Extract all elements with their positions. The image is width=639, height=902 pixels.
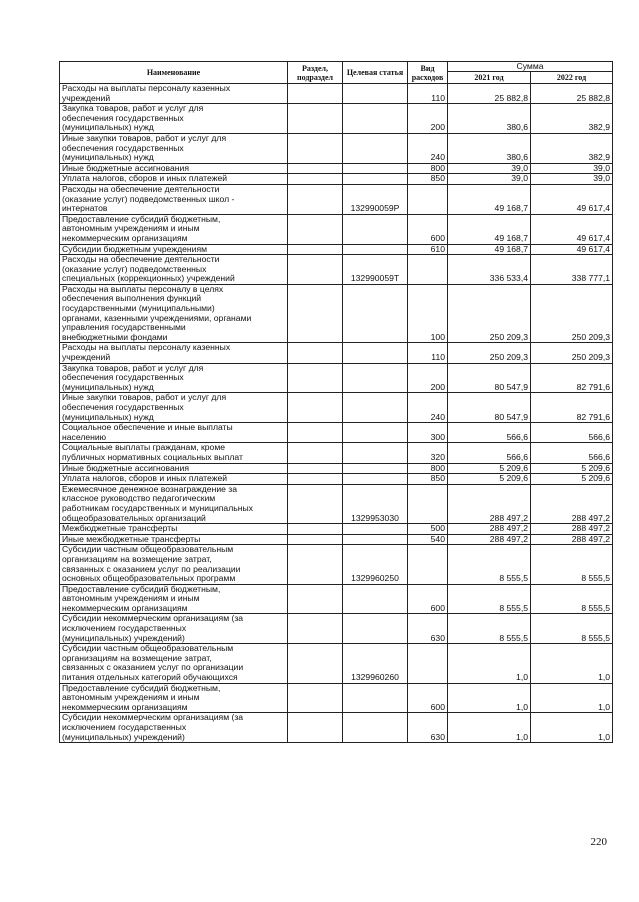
row-section [288,443,343,463]
row-kind: 110 [408,84,448,104]
row-sum-2021: 80 547,9 [448,363,531,393]
row-sum-2021: 380,6 [448,133,531,163]
row-name: Субсидии некоммерческим организациям (за исключением государственных (муниципальных) учреждений) [60,713,288,743]
row-sum-2021: 1,0 [448,683,531,713]
row-sum-2021: 250 209,3 [448,284,531,343]
row-kind [408,184,448,214]
row-section [288,713,343,743]
row-kind: 240 [408,393,448,423]
row-target: 1329960250 [343,545,408,584]
row-sum-2021: 250 209,3 [448,343,531,363]
row-sum-2021: 25 882,8 [448,84,531,104]
row-target [343,363,408,393]
row-target: 132990059Р [343,184,408,214]
table-row [60,683,613,713]
row-section [288,584,343,614]
row-target [343,163,408,174]
table-row [60,524,613,535]
row-kind: 600 [408,214,448,244]
row-target [343,463,408,474]
row-sum-2022: 566,6 [531,443,613,463]
row-sum-2021: 39,0 [448,163,531,174]
row-sum-2022: 82 791,6 [531,393,613,423]
row-sum-2022: 288 497,2 [531,524,613,535]
table-row [60,284,613,343]
row-section [288,545,343,584]
row-section [288,184,343,214]
row-target [343,713,408,743]
row-target [343,683,408,713]
row-kind: 850 [408,474,448,485]
row-section [288,255,343,285]
row-kind: 800 [408,463,448,474]
row-sum-2022: 8 555,5 [531,545,613,584]
row-kind: 600 [408,683,448,713]
row-target [343,443,408,463]
row-name: Расходы на обеспечение деятельности (оказание услуг) подведомственных школ - интернатов [60,184,288,214]
row-target [343,214,408,244]
table-row [60,423,613,443]
row-sum-2021: 5 209,6 [448,463,531,474]
row-sum-2021: 336 533,4 [448,255,531,285]
row-sum-2022: 382,9 [531,133,613,163]
row-target: 132990059Т [343,255,408,285]
header-year-2022: 2022 год [531,72,613,84]
row-sum-2022: 8 555,5 [531,614,613,644]
row-target [343,423,408,443]
row-section [288,463,343,474]
row-sum-2021: 288 497,2 [448,524,531,535]
row-name: Иные закупки товаров, работ и услуг для обеспечения государственных (муниципальных) нужд [60,393,288,423]
row-kind: 610 [408,244,448,255]
row-target: 1329960260 [343,644,408,683]
row-target [343,534,408,545]
row-sum-2021: 380,6 [448,104,531,134]
row-sum-2021: 39,0 [448,174,531,185]
row-kind: 300 [408,423,448,443]
table-row [60,584,613,614]
row-kind: 600 [408,584,448,614]
row-section [288,644,343,683]
row-section [288,343,343,363]
row-sum-2022: 566,6 [531,423,613,443]
row-sum-2021: 566,6 [448,423,531,443]
budget-table [59,61,613,743]
row-section [288,484,343,523]
table-row [60,484,613,523]
row-name: Предоставление субсидий бюджетным, автономным учреждениям и иным некоммерческим организациям [60,214,288,244]
row-name: Расходы на обеспечение деятельности (оказание услуг) подведомственных специальных (коррекционных) учреждений [60,255,288,285]
table-row [60,443,613,463]
row-kind: 240 [408,133,448,163]
row-name: Иные бюджетные ассигнования [60,163,288,174]
row-name: Уплата налогов, сборов и иных платежей [60,474,288,485]
row-section [288,104,343,134]
row-kind: 800 [408,163,448,174]
table-row [60,534,613,545]
row-name: Ежемесячное денежное вознаграждение за классное руководство педагогическим работникам государственных и муниципальных общеобразовательных организаций [60,484,288,523]
row-name: Субсидии некоммерческим организациям (за исключением государственных (муниципальных) учреждений) [60,614,288,644]
row-name: Социальное обеспечение и иные выплаты населению [60,423,288,443]
row-section [288,284,343,343]
row-sum-2022: 338 777,1 [531,255,613,285]
row-name: Субсидии частным общеобразовательным организациям на возмещение затрат, связанных с оказанием услуг по реализации основных общеобразовательных программ [60,545,288,584]
row-sum-2022: 5 209,6 [531,474,613,485]
row-section [288,244,343,255]
row-sum-2021: 80 547,9 [448,393,531,423]
table-row [60,393,613,423]
row-sum-2022: 39,0 [531,163,613,174]
row-sum-2021: 8 555,5 [448,614,531,644]
row-name: Расходы на выплаты персоналу казенных учреждений [60,84,288,104]
row-kind [408,484,448,523]
row-name: Иные бюджетные ассигнования [60,463,288,474]
row-kind: 850 [408,174,448,185]
row-name: Уплата налогов, сборов и иных платежей [60,174,288,185]
row-sum-2022: 49 617,4 [531,244,613,255]
row-kind [408,644,448,683]
row-name: Расходы на выплаты персоналу казенных учреждений [60,343,288,363]
row-section [288,683,343,713]
header-year-2021: 2021 год [448,72,531,84]
row-kind: 200 [408,104,448,134]
row-target [343,104,408,134]
table-row [60,713,613,743]
row-section [288,214,343,244]
row-sum-2022: 39,0 [531,174,613,185]
row-target [343,343,408,363]
row-sum-2021: 566,6 [448,443,531,463]
table-row [60,174,613,185]
row-sum-2021: 49 168,7 [448,184,531,214]
row-sum-2022: 250 209,3 [531,284,613,343]
row-target [343,244,408,255]
row-sum-2022: 382,9 [531,104,613,134]
row-kind: 200 [408,363,448,393]
row-kind: 500 [408,524,448,535]
row-sum-2021: 8 555,5 [448,584,531,614]
row-sum-2022: 82 791,6 [531,363,613,393]
row-name: Иные закупки товаров, работ и услуг для обеспечения государственных (муниципальных) нужд [60,133,288,163]
row-section [288,84,343,104]
row-sum-2021: 8 555,5 [448,545,531,584]
row-name: Субсидии бюджетным учреждениям [60,244,288,255]
table-row [60,133,613,163]
row-target [343,284,408,343]
table-row [60,104,613,134]
row-sum-2022: 1,0 [531,713,613,743]
row-section [288,614,343,644]
row-sum-2022: 5 209,6 [531,463,613,474]
row-name: Закупка товаров, работ и услуг для обеспечения государственных (муниципальных) нужд [60,363,288,393]
row-name: Расходы на выплаты персоналу в целях обеспечения выполнения функций государственными (муниципальными) органами, казенными учреждениями, органами управления государственными внебюджетными фондами [60,284,288,343]
row-section [288,363,343,393]
row-section [288,393,343,423]
header-section: Раздел, подраздел [288,62,343,84]
row-kind [408,255,448,285]
row-name: Межбюджетные трансферты [60,524,288,535]
row-name: Субсидии частным общеобразовательным организациям на возмещение затрат, связанных с оказанием услуг по организации питания отдельных категорий обучающихся [60,644,288,683]
table-row [60,363,613,393]
header-kind: Вид расходов [408,62,448,84]
row-sum-2021: 288 497,2 [448,534,531,545]
row-name: Закупка товаров, работ и услуг для обеспечения государственных (муниципальных) нужд [60,104,288,134]
row-sum-2021: 5 209,6 [448,474,531,485]
row-section [288,474,343,485]
row-target: 1329953030 [343,484,408,523]
header-name: Наименование [60,62,288,84]
row-kind: 630 [408,713,448,743]
row-kind: 100 [408,284,448,343]
row-sum-2021: 1,0 [448,644,531,683]
table-row [60,545,613,584]
row-sum-2022: 288 497,2 [531,534,613,545]
page-number: 220 [590,836,607,848]
row-sum-2022: 288 497,2 [531,484,613,523]
row-sum-2021: 49 168,7 [448,214,531,244]
row-sum-2022: 49 617,4 [531,214,613,244]
row-target [343,393,408,423]
table-row [60,244,613,255]
row-section [288,174,343,185]
row-sum-2022: 25 882,8 [531,84,613,104]
row-section [288,163,343,174]
table-row [60,474,613,485]
row-sum-2021: 49 168,7 [448,244,531,255]
table-row [60,214,613,244]
table-row [60,255,613,285]
row-kind: 630 [408,614,448,644]
table-row [60,614,613,644]
row-sum-2022: 250 209,3 [531,343,613,363]
row-name: Предоставление субсидий бюджетным, автономным учреждениям и иным некоммерческим организациям [60,584,288,614]
row-section [288,524,343,535]
header-sum: Сумма [448,62,613,72]
header-target: Целевая статья [343,62,408,84]
row-sum-2021: 1,0 [448,713,531,743]
row-target [343,474,408,485]
row-name: Социальные выплаты гражданам, кроме публичных нормативных социальных выплат [60,443,288,463]
row-target [343,133,408,163]
row-target [343,174,408,185]
table-row [60,343,613,363]
table-header [60,62,613,84]
row-kind [408,545,448,584]
row-sum-2022: 1,0 [531,644,613,683]
table-row [60,463,613,474]
table-row [60,184,613,214]
row-section [288,534,343,545]
table-row [60,163,613,174]
row-sum-2021: 288 497,2 [448,484,531,523]
row-target [343,524,408,535]
row-target [343,84,408,104]
row-name: Иные межбюджетные трансферты [60,534,288,545]
row-kind: 540 [408,534,448,545]
row-section [288,423,343,443]
row-kind: 110 [408,343,448,363]
row-section [288,133,343,163]
table-row [60,644,613,683]
row-sum-2022: 1,0 [531,683,613,713]
row-target [343,584,408,614]
row-sum-2022: 49 617,4 [531,184,613,214]
row-name: Предоставление субсидий бюджетным, автономным учреждениям и иным некоммерческим организациям [60,683,288,713]
table-body [60,84,613,743]
row-sum-2022: 8 555,5 [531,584,613,614]
row-target [343,614,408,644]
table-row [60,84,613,104]
row-kind: 320 [408,443,448,463]
